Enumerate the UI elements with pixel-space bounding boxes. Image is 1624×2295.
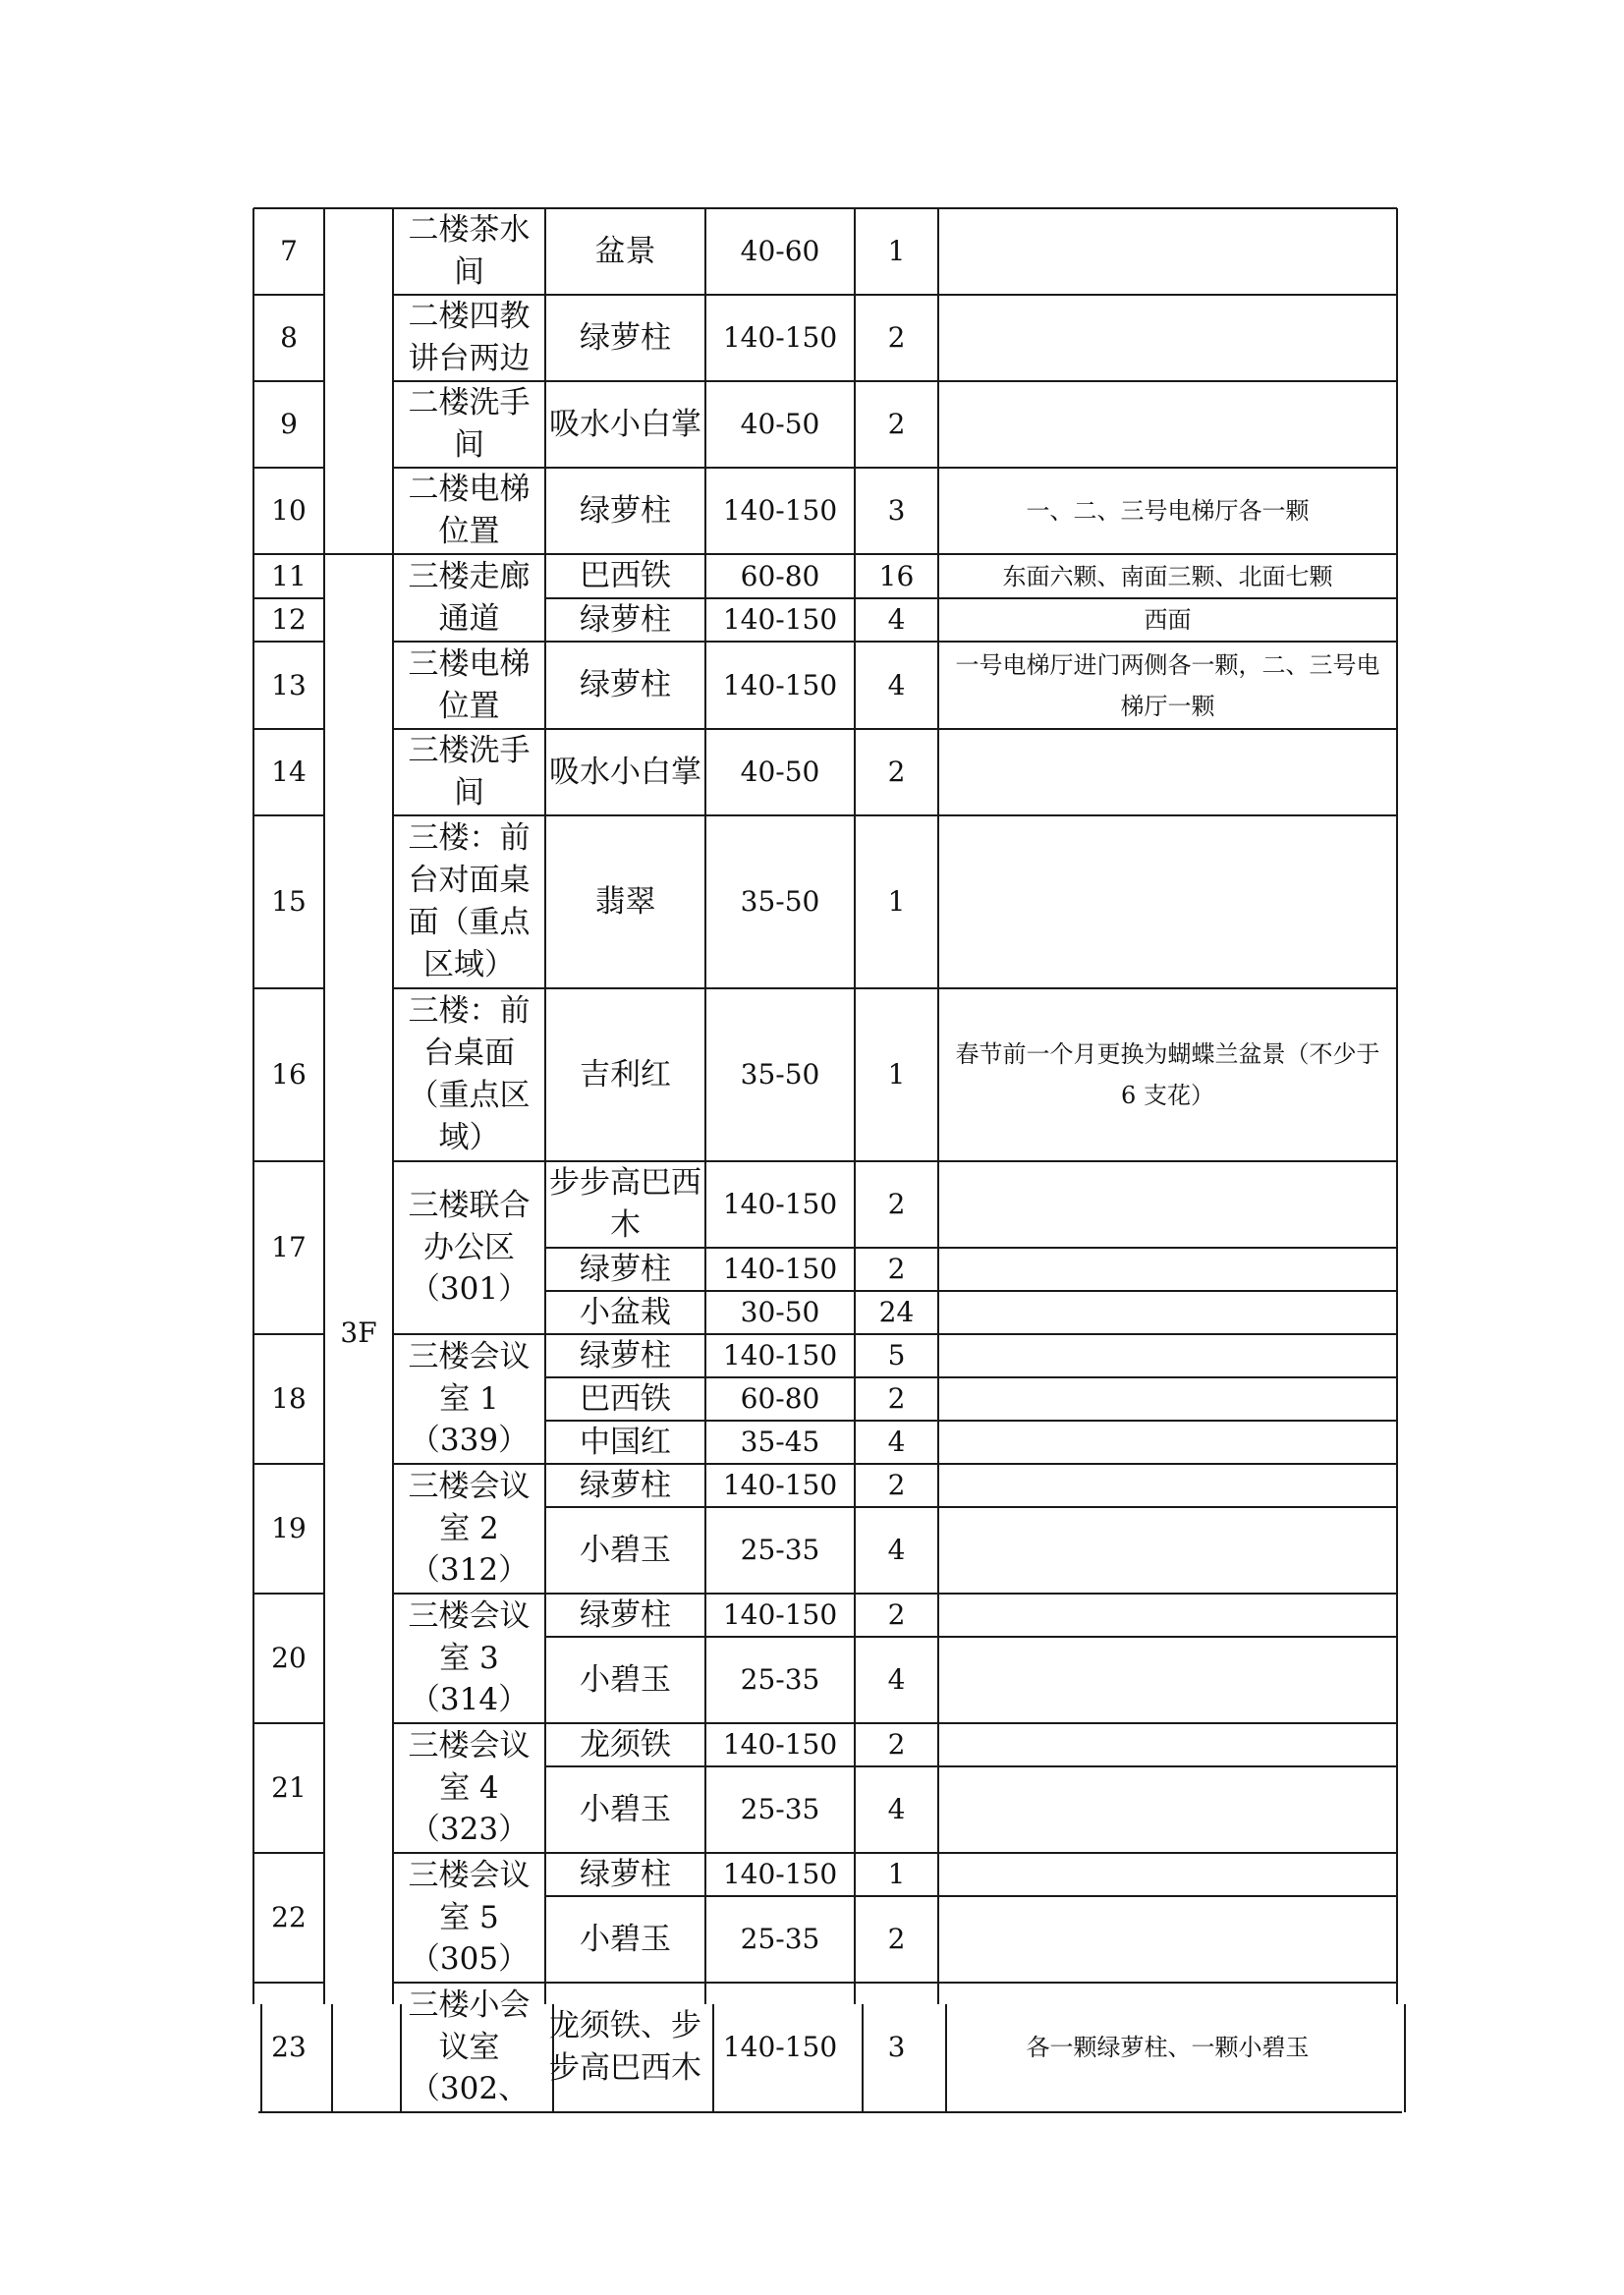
- plant-quantity-cell: 4: [887, 1426, 906, 1459]
- plant-name-cell: 吸水小白掌: [549, 406, 701, 442]
- remark-cell: [938, 815, 1397, 988]
- row-number: 23: [271, 2031, 307, 2064]
- row-number: 15: [271, 885, 307, 919]
- plant-name-cell: 绿萝柱: [580, 667, 671, 703]
- location-cell: 二楼四教讲台两边: [408, 299, 531, 376]
- plant-height-cell: 140-150: [722, 1253, 838, 1286]
- remark-cell: 春节前一个月更换为蝴蝶兰盆景（不少于 6 支花）: [955, 1040, 1380, 1109]
- plant-height-cell: 35-45: [740, 1426, 820, 1459]
- plant-height-cell: 40-60: [740, 235, 820, 268]
- plant-quantity-cell: 2: [887, 1188, 906, 1221]
- row-number: 14: [271, 756, 307, 789]
- plant-name-cell: 绿萝柱: [580, 601, 671, 638]
- plant-height-cell: 40-50: [740, 408, 820, 441]
- plant-quantity-cell: 2: [887, 1923, 906, 1956]
- plant-height-cell: 140-150: [722, 668, 838, 701]
- remark-cell: [938, 208, 1397, 295]
- plant-quantity-cell: 1: [887, 885, 906, 919]
- plant-height-cell: 25-35: [740, 1793, 820, 1826]
- plant-quantity-cell: 1: [887, 1058, 906, 1092]
- plant-height-cell: 25-35: [740, 1534, 820, 1567]
- plant-name-cell: 龙须铁、步步高巴西木: [549, 2008, 701, 2086]
- plant-height-cell: 35-50: [740, 885, 820, 919]
- plant-name-cell: 翡翠: [594, 883, 656, 920]
- plant-name-cell: 绿萝柱: [580, 1596, 671, 1633]
- floor-label: 3F: [340, 1316, 377, 1350]
- plant-name-cell: 小碧玉: [580, 1661, 671, 1698]
- location-cell: 三楼联合办公区（301）: [408, 1187, 531, 1308]
- location-cell: 二楼茶水间: [408, 212, 531, 290]
- plant-name-cell: 小碧玉: [580, 1532, 671, 1568]
- plant-height-cell: 140-150: [722, 1339, 838, 1372]
- location-cell: 三楼：前台对面桌面（重点区域）: [408, 820, 531, 982]
- location-cell: 三楼会议室 2（312）: [408, 1468, 531, 1589]
- plant-height-cell: 140-150: [722, 1188, 838, 1221]
- plant-name-cell: 吸水小白掌: [549, 754, 701, 790]
- row-number: 13: [271, 668, 307, 701]
- row-number: 9: [280, 408, 298, 441]
- plant-height-cell: 40-50: [740, 756, 820, 789]
- plant-name-cell: 盆景: [594, 233, 656, 269]
- plant-name-cell: 巴西铁: [580, 1380, 671, 1417]
- remark-cell: [938, 1161, 1397, 1334]
- plant-height-cell: 140-150: [722, 321, 838, 355]
- plant-name-cell: 绿萝柱: [580, 1467, 671, 1503]
- plant-quantity-cell: 2: [887, 1469, 906, 1502]
- plant-height-cell: 140-150: [722, 2031, 838, 2064]
- plant-quantity-cell: 5: [887, 1339, 906, 1372]
- table-border: [1404, 2004, 1406, 2112]
- plant-name-cell: 绿萝柱: [580, 1856, 671, 1892]
- row-number: 18: [271, 1382, 307, 1416]
- plant-name-cell: 绿萝柱: [580, 1251, 671, 1287]
- location-cell: 三楼电梯位置: [408, 645, 531, 724]
- plant-height-cell: 60-80: [740, 1382, 820, 1416]
- plant-quantity-cell: 2: [887, 1253, 906, 1286]
- plant-height-cell: 140-150: [722, 494, 838, 528]
- row-number: 8: [280, 321, 298, 355]
- row-number: 17: [271, 1231, 307, 1264]
- plant-height-cell: 60-80: [740, 559, 820, 592]
- location-cell: 三楼小会议室（302、: [408, 1987, 531, 2107]
- plant-quantity-cell: 2: [887, 1382, 906, 1416]
- plant-quantity-cell: 3: [887, 494, 906, 528]
- plant-quantity-cell: 1: [887, 235, 906, 268]
- remark-cell: [938, 1853, 1397, 1983]
- row-number: 22: [271, 1901, 307, 1934]
- plant-quantity-cell: 2: [887, 1598, 906, 1632]
- plant-name-cell: 步步高巴西木: [549, 1165, 701, 1243]
- row-number: 7: [280, 235, 298, 268]
- plant-height-cell: 140-150: [722, 603, 838, 637]
- remark-cell: 西面: [1144, 606, 1192, 634]
- location-cell: 三楼会议室 3（314）: [408, 1597, 531, 1718]
- plant-name-cell: 绿萝柱: [580, 319, 671, 356]
- plant-quantity-cell: 2: [887, 321, 906, 355]
- plant-height-cell: 140-150: [722, 1858, 838, 1891]
- remark-cell: [938, 1723, 1397, 1853]
- row-number: 21: [271, 1771, 307, 1805]
- plant-quantity-cell: 4: [887, 603, 906, 637]
- plant-height-cell: 25-35: [740, 1923, 820, 1956]
- plant-quantity-cell: 2: [887, 756, 906, 789]
- plant-name-cell: 巴西铁: [580, 558, 671, 594]
- plant-height-cell: 140-150: [722, 1728, 838, 1762]
- remark-cell: 东面六颗、南面三颗、北面七颗: [1002, 562, 1333, 590]
- plant-height-cell: 35-50: [740, 1058, 820, 1092]
- row-number: 19: [271, 1512, 307, 1545]
- remark-cell: 各一颗绿萝柱、一颗小碧玉: [1026, 2034, 1310, 2061]
- row-number: 11: [271, 559, 307, 592]
- plant-name-cell: 龙须铁: [580, 1726, 671, 1763]
- plant-quantity-cell: 4: [887, 1663, 906, 1697]
- location-cell: 三楼会议室 1（339）: [408, 1338, 531, 1459]
- plant-quantity-cell: 2: [887, 408, 906, 441]
- location-cell: 三楼会议室 4（323）: [408, 1727, 531, 1848]
- plant-quantity-cell: 24: [878, 1296, 915, 1329]
- plant-name-cell: 绿萝柱: [580, 1337, 671, 1373]
- plant-height-cell: 30-50: [740, 1296, 820, 1329]
- plant-height-cell: 25-35: [740, 1663, 820, 1697]
- row-number: 10: [271, 494, 307, 528]
- plant-name-cell: 中国红: [580, 1424, 671, 1460]
- location-cell: 二楼洗手间: [408, 385, 531, 463]
- row-number: 12: [271, 603, 307, 637]
- plant-name-cell: 绿萝柱: [580, 492, 671, 529]
- plant-quantity-cell: 4: [887, 1793, 906, 1826]
- remark-cell: [938, 381, 1397, 468]
- plant-quantity-cell: 16: [878, 559, 915, 592]
- location-cell: 三楼会议室 5（305）: [408, 1857, 531, 1978]
- location-cell: 三楼洗手间: [408, 733, 531, 811]
- plant-name-cell: 吉利红: [580, 1056, 671, 1092]
- plant-height-cell: 140-150: [722, 1469, 838, 1502]
- plant-name-cell: 小碧玉: [580, 1921, 671, 1957]
- plant-quantity-cell: 2: [887, 1728, 906, 1762]
- plant-quantity-cell: 4: [887, 1534, 906, 1567]
- plant-name-cell: 小碧玉: [580, 1791, 671, 1827]
- remark-cell: [938, 1464, 1397, 1594]
- remark-cell: [938, 295, 1397, 381]
- remark-cell: [938, 729, 1397, 815]
- plant-quantity-cell: 1: [887, 1858, 906, 1891]
- remark-cell: 一号电梯厅进门两侧各一颗，二、三号电梯厅一颗: [955, 650, 1380, 720]
- row-number: 16: [271, 1058, 307, 1092]
- remark-cell: [938, 1334, 1397, 1464]
- plant-height-cell: 140-150: [722, 1598, 838, 1632]
- remark-cell: [938, 1594, 1397, 1723]
- plant-name-cell: 小盆栽: [580, 1294, 671, 1330]
- location-cell: 三楼走廊通道: [408, 558, 531, 637]
- row-number: 20: [271, 1642, 307, 1675]
- location-cell: 二楼电梯位置: [408, 472, 531, 549]
- remark-cell: 一、二、三号电梯厅各一颗: [1026, 497, 1310, 525]
- plant-quantity-cell: 3: [887, 2031, 906, 2064]
- plant-quantity-cell: 4: [887, 668, 906, 701]
- location-cell: 三楼：前台桌面（重点区域）: [408, 993, 531, 1155]
